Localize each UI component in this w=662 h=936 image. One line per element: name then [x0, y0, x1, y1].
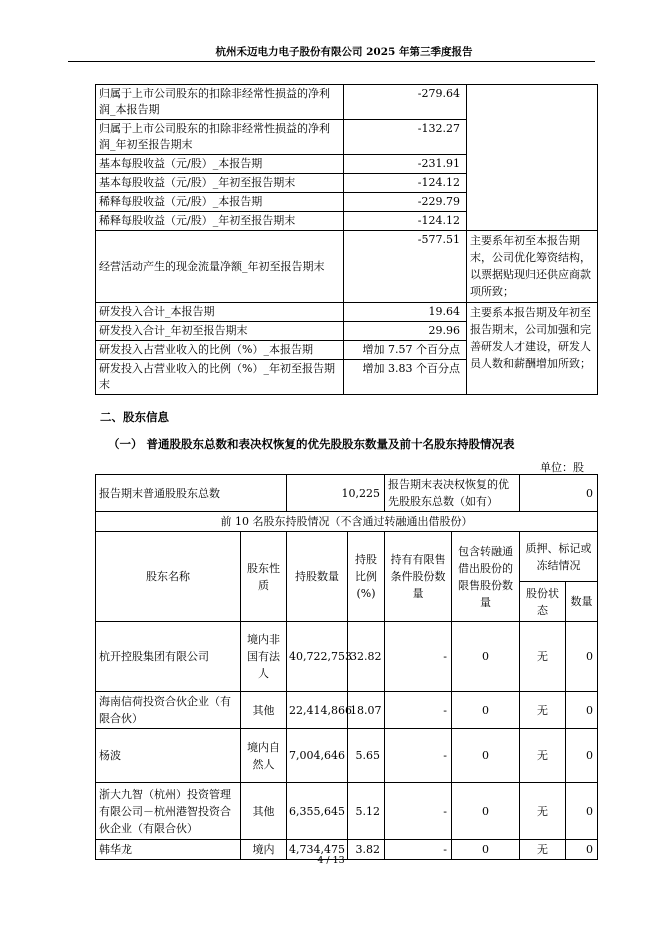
pref-holders-label: 报告期末表决权恢复的优先股股东总数（如有） — [385, 475, 520, 512]
col-header-name: 股东名称 — [96, 532, 241, 622]
holder-lending: 0 — [452, 783, 520, 840]
page-number: 4 / 13 — [317, 855, 345, 866]
holder-restricted: - — [385, 840, 452, 860]
item-cell: 基本每股收益（元/股）_年初至报告期末 — [96, 174, 344, 193]
table-row — [96, 231, 598, 303]
holder-ratio: 5.65 — [348, 729, 385, 783]
value-cell: 19.64 — [344, 303, 467, 322]
value-cell: -577.51 — [344, 231, 467, 303]
holder-lending: 0 — [452, 692, 520, 729]
holder-qty: 0 — [566, 692, 598, 729]
table-row — [96, 783, 598, 840]
holder-nature: 境内 — [241, 840, 287, 860]
holder-qty: 0 — [566, 622, 598, 692]
col-header-pledge-status: 股份状态 — [520, 582, 566, 622]
holder-shares: 40,722,753 — [287, 622, 348, 692]
holder-status: 无 — [520, 840, 566, 860]
item-cell: 研发投入占营业收入的比例（%）_年初至报告期末 — [96, 360, 344, 395]
col-header-shares: 持股数量 — [287, 532, 348, 622]
top10-caption: 前 10 名股东持股情况（不含通过转融通出借股份） — [96, 512, 598, 532]
table-row — [96, 729, 598, 783]
table-row — [96, 512, 598, 532]
holder-restricted: - — [385, 692, 452, 729]
holder-lending: 0 — [452, 622, 520, 692]
col-header-lending: 包含转融通借出股份的限售股份数量 — [452, 532, 520, 622]
holder-restricted: - — [385, 783, 452, 840]
holder-status: 无 — [520, 783, 566, 840]
col-header-ratio: 持股比例(%) — [348, 532, 385, 622]
table-row — [96, 622, 598, 692]
item-cell: 基本每股收益（元/股）_本报告期 — [96, 155, 344, 174]
total-holders-label: 报告期末普通股股东总数 — [96, 475, 287, 512]
holder-status: 无 — [520, 622, 566, 692]
holder-name: 海南信荷投资合伙企业（有限合伙） — [96, 692, 241, 729]
table-row — [96, 85, 598, 120]
holder-qty: 0 — [566, 783, 598, 840]
section-title: 二、股东信息 — [100, 410, 169, 424]
value-cell: -124.12 — [344, 174, 467, 193]
item-cell: 稀释每股收益（元/股）_本报告期 — [96, 193, 344, 212]
note-cell-empty — [467, 85, 598, 231]
pref-holders-value: 0 — [520, 475, 598, 512]
table-row — [96, 692, 598, 729]
table-row — [96, 475, 598, 512]
col-header-restricted: 持有有限售条件股份数量 — [385, 532, 452, 622]
holder-qty: 0 — [566, 729, 598, 783]
holder-shares: 22,414,866 — [287, 692, 348, 729]
holder-name: 杨波 — [96, 729, 241, 783]
holder-nature: 其他 — [241, 692, 287, 729]
unit-label: 单位：股 — [540, 461, 584, 474]
holder-restricted: - — [385, 729, 452, 783]
page-header: 杭州禾迈电力电子股份有限公司 2025 年第三季度报告 — [215, 46, 473, 58]
holder-nature: 境内自然人 — [241, 729, 287, 783]
holder-shares: 7,004,646 — [287, 729, 348, 783]
item-cell: 归属于上市公司股东的扣除非经常性损益的净利润_年初至报告期末 — [96, 120, 344, 155]
col-header-pledge-qty: 数量 — [566, 582, 598, 622]
holder-shares: 6,355,645 — [287, 783, 348, 840]
item-cell: 研发投入合计_本报告期 — [96, 303, 344, 322]
holder-nature: 其他 — [241, 783, 287, 840]
holder-lending: 0 — [452, 840, 520, 860]
holder-qty: 0 — [566, 840, 598, 860]
value-cell: -124.12 — [344, 212, 467, 231]
holder-ratio: 5.12 — [348, 783, 385, 840]
item-cell: 经营活动产生的现金流量净额_年初至报告期末 — [96, 231, 344, 303]
item-cell: 归属于上市公司股东的扣除非经常性损益的净利润_本报告期 — [96, 85, 344, 120]
financial-indicators-table — [95, 84, 598, 395]
holder-status: 无 — [520, 692, 566, 729]
item-cell: 研发投入占营业收入的比例（%）_本报告期 — [96, 341, 344, 360]
value-cell: 29.96 — [344, 322, 467, 341]
value-cell: 增加 7.57 个百分点 — [344, 341, 467, 360]
holder-ratio: 32.82 — [348, 622, 385, 692]
note-cell-cashflow: 主要系年初至本报告期末，公司优化筹资结构，以票据贴现归还供应商款项所致； — [467, 231, 598, 303]
holder-restricted: - — [385, 622, 452, 692]
holder-nature: 境内非国有法人 — [241, 622, 287, 692]
holder-shares: 4,734,475 — [287, 840, 348, 860]
col-header-pledge: 质押、标记或冻结情况 — [520, 532, 598, 582]
value-cell: -132.27 — [344, 120, 467, 155]
holder-lending: 0 — [452, 729, 520, 783]
value-cell: 增加 3.83 个百分点 — [344, 360, 467, 395]
col-header-nature: 股东性质 — [241, 532, 287, 622]
note-cell-rd: 主要系本报告期及年初至报告期末，公司加强和完善研发人才建设，研发人员人数和薪酬增加所致； — [467, 303, 598, 395]
subsection-title: （一） 普通股股东总数和表决权恢复的优先股股东数量及前十名股东持股情况表 — [108, 437, 515, 451]
header-row — [96, 532, 598, 582]
total-holders-value: 10,225 — [287, 475, 385, 512]
item-cell: 研发投入合计_年初至报告期末 — [96, 322, 344, 341]
holder-name: 杭开控股集团有限公司 — [96, 622, 241, 692]
value-cell: -231.91 — [344, 155, 467, 174]
holder-ratio: 3.82 — [348, 840, 385, 860]
value-cell: -229.79 — [344, 193, 467, 212]
holder-name: 浙大九智（杭州）投资管理有限公司－杭州港智投资合伙企业（有限合伙） — [96, 783, 241, 840]
value-cell: -279.64 — [344, 85, 467, 120]
shareholders-table — [95, 474, 598, 860]
item-cell: 稀释每股收益（元/股）_年初至报告期末 — [96, 212, 344, 231]
holder-name: 韩华龙 — [96, 840, 241, 860]
holder-ratio: 18.07 — [348, 692, 385, 729]
header-rule — [68, 61, 595, 62]
holder-status: 无 — [520, 729, 566, 783]
table-row — [96, 303, 598, 322]
